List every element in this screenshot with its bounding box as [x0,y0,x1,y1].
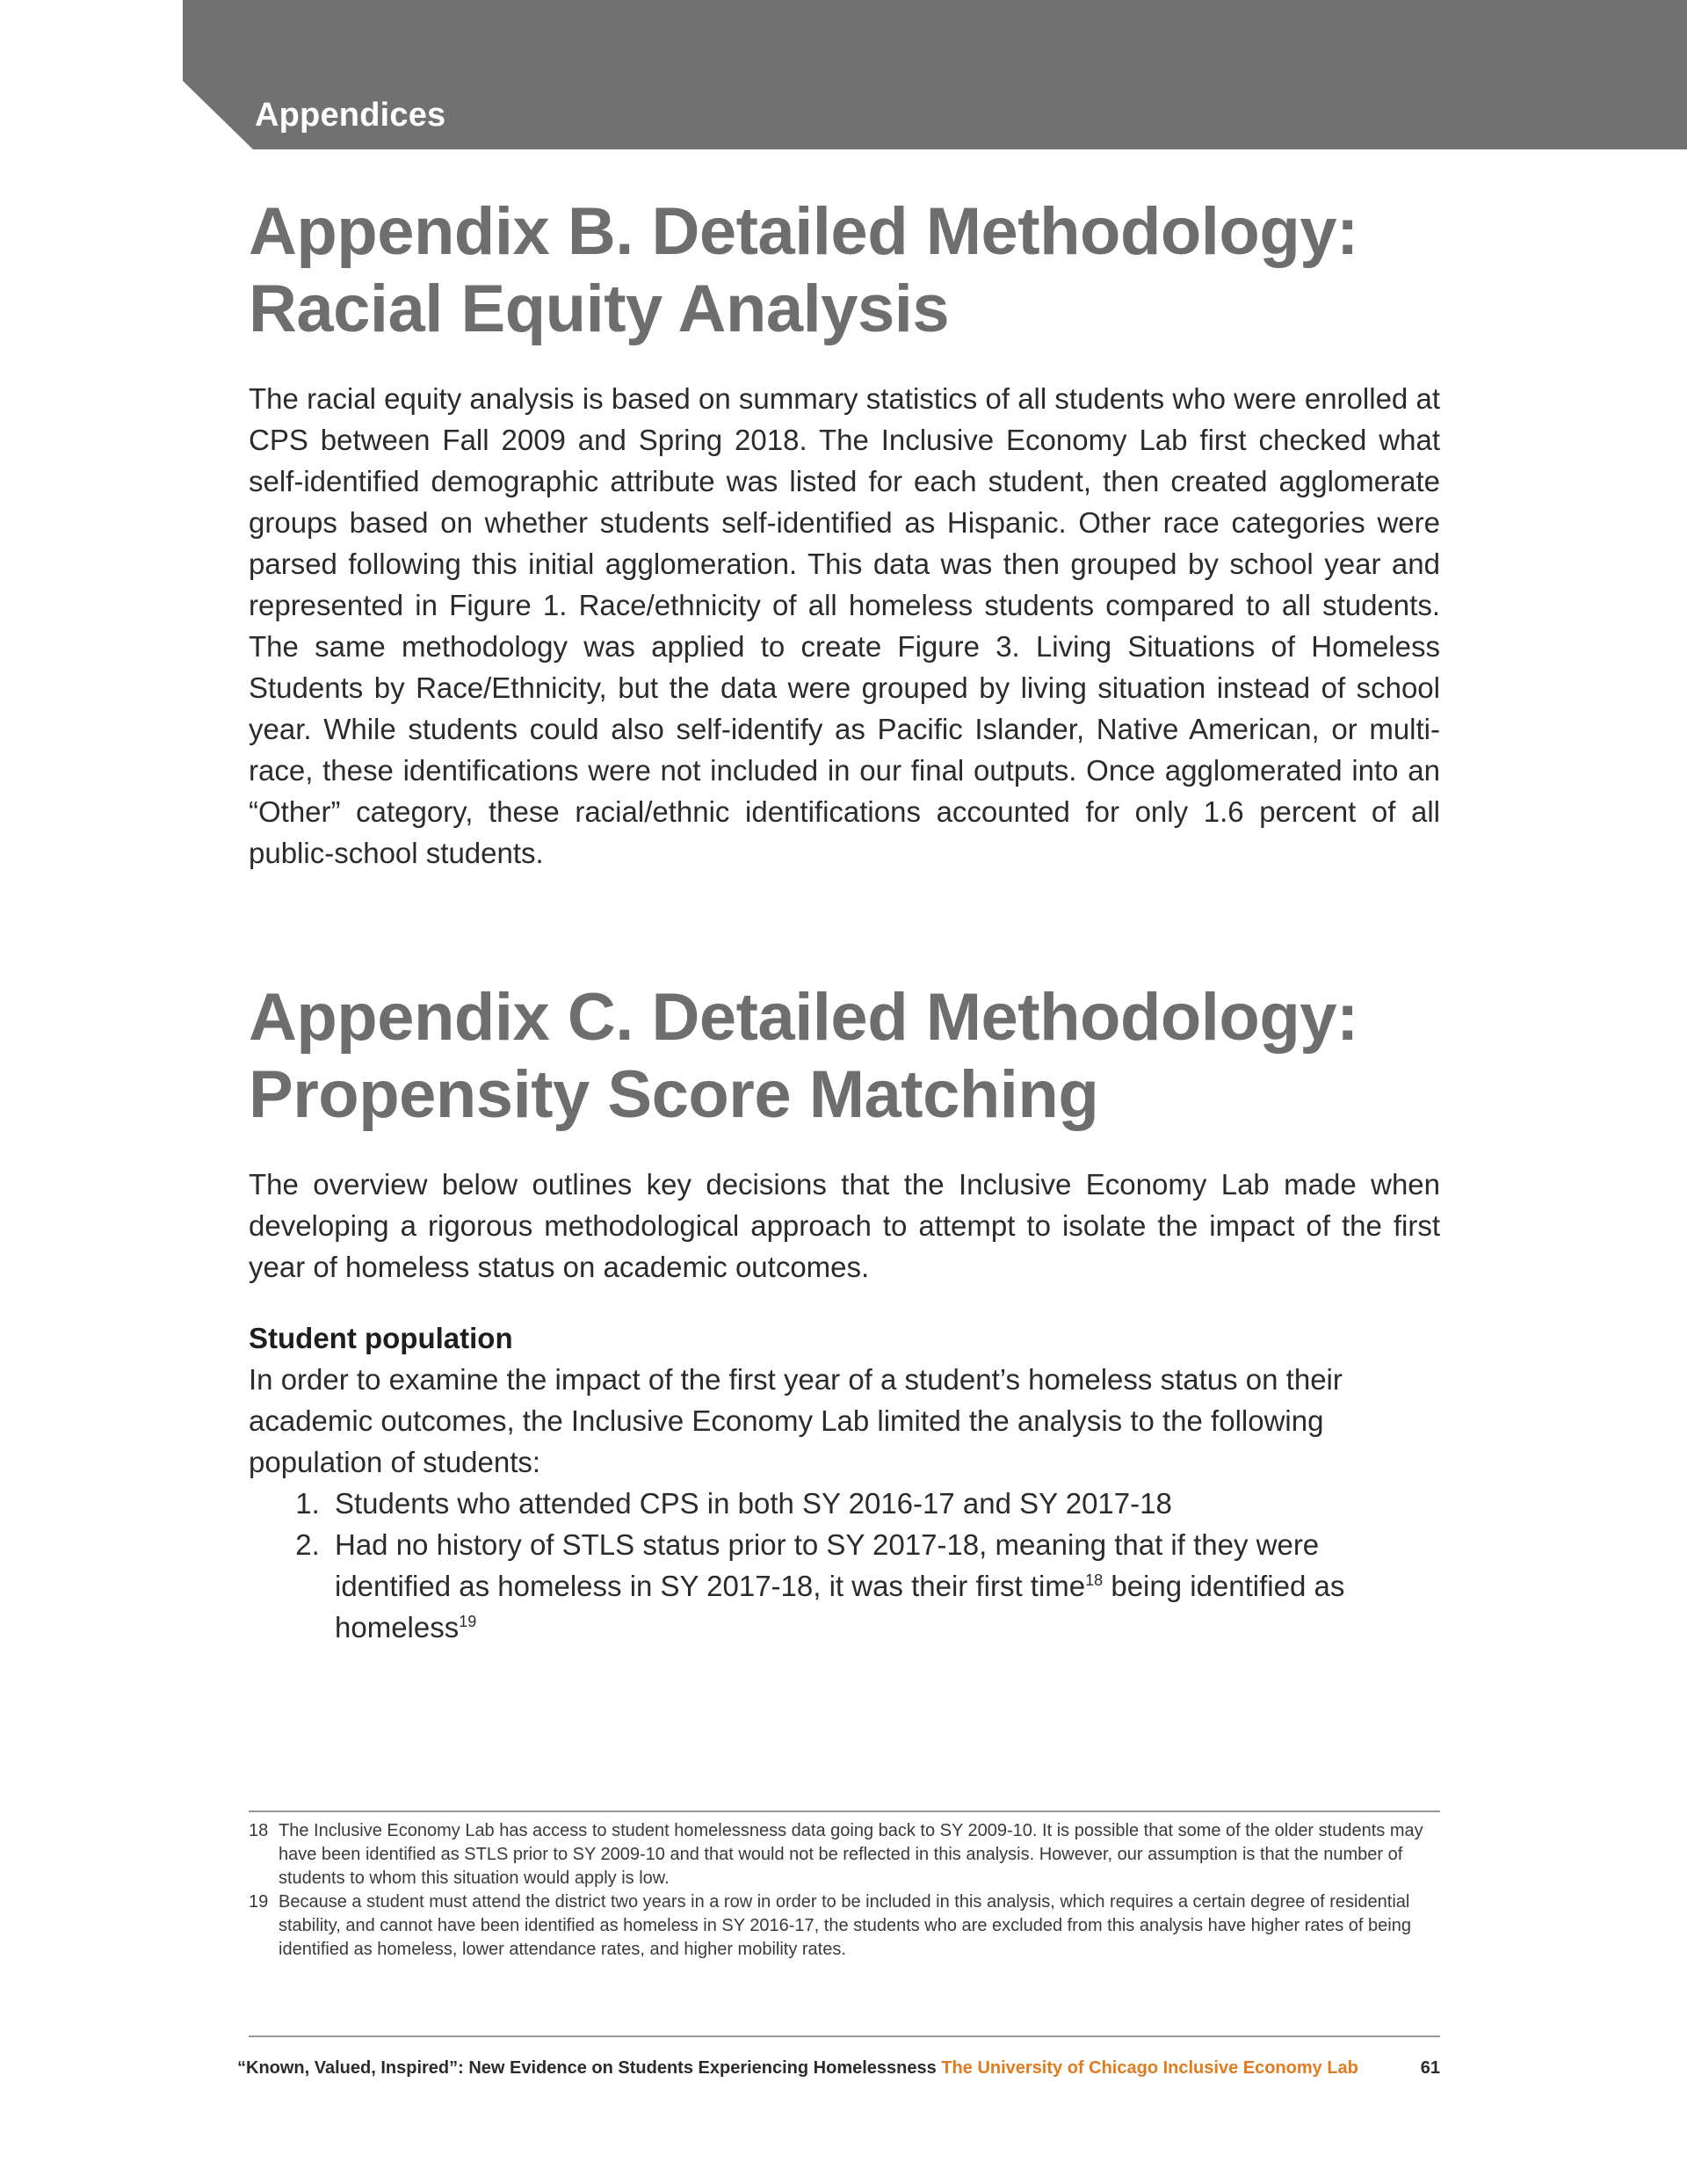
footer-text [237,2058,1358,2079]
appendix-b-title-line2: Racial Equity Analysis [249,272,950,346]
footnote-text: The Inclusive Economy Lab has access to student homelessness data going back to SY 2009-10. It is possible that some of the older students may have been identified as STLS prior to SY 2009-10 and that would not be reflected in this analysis. However, our assumption is that the number of students to whom this situation would apply is low. [279,1821,1423,1888]
footnotes [249,1810,1440,1962]
criteria-item [328,1483,1440,1524]
appendix-c-title-line1: Appendix C. Detailed Methodology: [249,980,1358,1055]
student-population-text: In order to examine the impact of the first year of a student’s homeless status on their academic outcomes, the Inclusive Economy Lab limited the analysis to the following population of students: [249,1363,1343,1478]
footnote-ref-18[interactable]: 18 [1085,1571,1104,1589]
organization-name: The University of Chicago Inclusive Economy Lab [941,2058,1358,2078]
footer-divider [249,2035,1440,2037]
appendix-c-intro: The overview below outlines key decisions that the Inclusive Economy Lab made when developing a rigorous methodological approach to attempt to isolate the impact of the first year of homeless status on academic outcomes. [249,1168,1440,1283]
criteria-item-text: Had no history of STLS status prior to SY 2017-18, meaning that if they were identified as homeless in SY 2017-18, it was their first time [335,1528,1320,1602]
criteria-item-text-cont: being identified as homeless [335,1570,1345,1643]
student-population-heading: Student population [249,1322,513,1354]
footnote-18 [249,1819,1440,1890]
footnote-ref-19[interactable]: 19 [459,1613,477,1630]
appendix-c-title-line2: Propensity Score Matching [249,1057,1099,1132]
criteria-list [249,1483,1440,1648]
page-footer [237,2058,1440,2079]
appendix-b-body: The racial equity analysis is based on summary statistics of all students who were enrolled at CPS between Fall 2009 and Spring 2018. The Inclusive Economy Lab first checked what self-identified demographic attribute was listed for each student, then created agglomerate groups based on whether students self-identified as Hispanic. Other race categories were parsed following this initial agglomeration. This data was then grouped by school year and represented in Figure 1. Race/ethnicity of all homeless students compared to all students. The same methodology was applied to create Figure 3. Living Situations of Homeless Students by Race/Ethnicity, but the data were grouped by living situation instead of school year. While students could also self-identify as Pacific Islander, Native American, or multi-race, these identifications were not included in our final outputs. Once agglomerated into an “Other” category, these racial/ethnic identifications accounted for only 1.6 percent of all public-school students. [249,382,1440,869]
footnote-19 [249,1890,1440,1962]
page-number: 61 [1420,2058,1440,2078]
footnote-number: 19 [249,1892,269,1912]
section-label: Appendices [255,97,446,134]
appendix-b-title-line1: Appendix B. Detailed Methodology: [249,194,1358,269]
footnote-text: Because a student must attend the district two years in a row in order to be included in this analysis, which requires a certain degree of residential stability, and cannot have been identified as homeless in SY 2016-17, the students who are excluded from this analysis have higher rates of being identified as homeless, lower attendance rates, and higher mobility rates. [279,1892,1411,1959]
appendix-c-title [249,979,1440,1134]
criteria-item [328,1524,1440,1648]
criteria-item-text: Students who attended CPS in both SY 2016-17 and SY 2017-18 [335,1487,1172,1520]
appendix-b-title [249,193,1440,348]
report-title: “Known, Valued, Inspired”: New Evidence on Students Experiencing Homelessness [237,2058,937,2078]
main-content [249,193,1440,1648]
footnote-number: 18 [249,1821,269,1840]
